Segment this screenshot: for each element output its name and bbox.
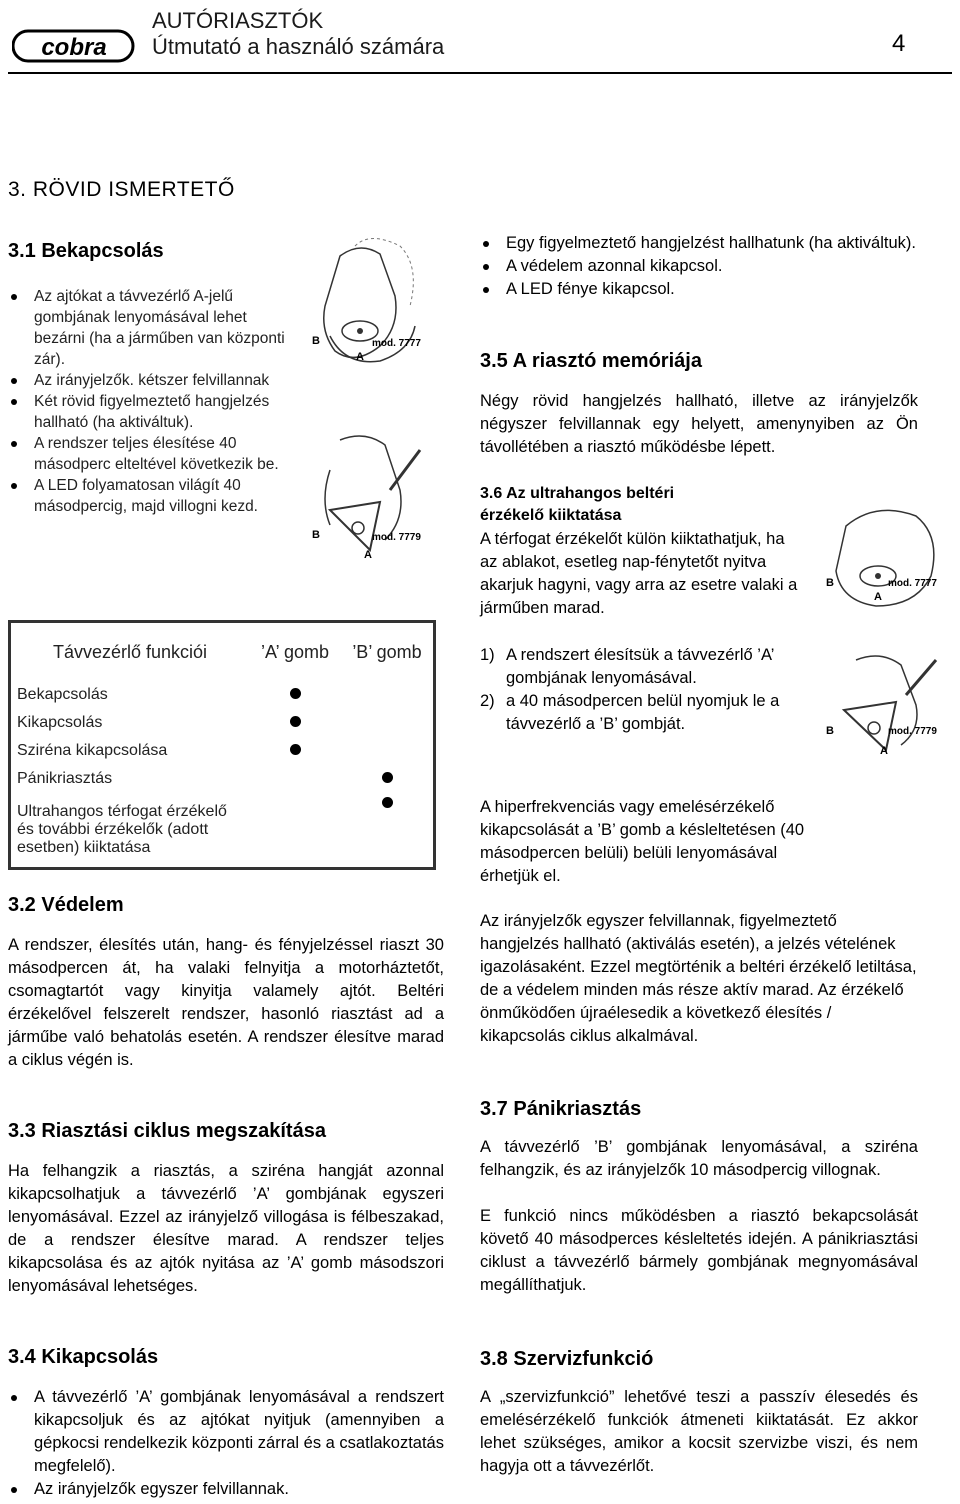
paragraph-3-5: Négy rövid hangjelzés hallható, illetve az irányjelzők négyszer felvillannak egy helyett, amenynyiben az Ön távollétében a riasztó működésbe lépett.	[480, 392, 918, 456]
heading-3-6-line2: érzékelő kiiktatása	[480, 507, 622, 524]
cobra-logo	[12, 28, 136, 64]
list-item: A védelem azonnal kikapcsol.	[480, 255, 920, 278]
step-item	[480, 690, 780, 736]
list-item: Az ajtókat a távvezérlő A-jelű gombjának lenyomásával lehet bezárni (ha a járműben van központi zár).	[8, 286, 290, 370]
function-label: Sziréna kikapcsolása	[17, 742, 168, 759]
table-header-row	[10, 622, 435, 682]
remote-illustration-7779	[300, 430, 440, 580]
function-label: Kikapcsolás	[17, 714, 103, 731]
bullet-icon	[290, 744, 301, 755]
table-row	[10, 765, 435, 793]
step-number: 2)	[480, 692, 495, 710]
table-header-b: ’B’ gomb	[352, 641, 422, 662]
steps-3-6	[480, 644, 780, 736]
step-item	[480, 644, 780, 690]
heading-3-6-line1: 3.6 Az ultrahangos beltéri	[480, 485, 675, 502]
function-mark-b	[341, 709, 435, 737]
list-3-1	[8, 286, 290, 517]
logo-text: cobra	[41, 34, 107, 61]
bullet-icon	[290, 716, 301, 727]
list-item: A rendszer teljes élesítése 40 másodperc elteltével következik be.	[8, 433, 290, 475]
btn-a-label: A	[880, 745, 888, 757]
function-label: Pánikriasztás	[17, 770, 113, 787]
table-body	[10, 681, 435, 869]
function-mark-a	[249, 681, 341, 709]
function-mark-b	[341, 681, 435, 709]
list-item: Egy figyelmeztető hangjelzést hallhatunk (ha aktiváltuk).	[480, 232, 920, 255]
functions-table	[8, 620, 436, 870]
paragraph-3-7-b: E funkció nincs működésben a riasztó bekapcsolását követő 40 másodperces késleltetés idején. A pánikriasztási ciklust a távvezérlő bármely gombjának megnyomásával megállíthatjuk.	[480, 1207, 918, 1294]
model-label: mod. 7777	[888, 578, 937, 589]
step-number: 1)	[480, 646, 495, 664]
paragraph-3-3: Ha felhangzik a riasztás, a sziréna hangját azonnal kikapcsolhatjuk a távvezérlő ’A’ gombjának egyszeri lenyomásával. Ezzel az irányjelző villogása is félbeszakad, de a rendszer élesítve marad. A rendszer teljes kikapcsolása és az ajtók nyitása az ’A’ gomb másodszori lenyomásával lehetséges.	[8, 1162, 444, 1295]
paragraph-3-2: A rendszer, élesítés után, hang- és fényjelzéssel riaszt 30 másodpercen át, ha valaki felnyitja a motorháztetőt, csomagtartót vagy kinyitja valamely ajtót. Beltéri érzékelővel felszerelt rendszer, hasonló riasztást ad a járműbe való behatolás esetén. A rendszer élesítve marad a ciklus végén is.	[8, 936, 444, 1069]
step-text: A rendszert élesítsük a távvezérlő ’A’ gombjának lenyomásával.	[506, 646, 774, 687]
heading-3-4: 3.4 Kikapcsolás	[8, 1346, 159, 1368]
header-title	[152, 8, 444, 60]
function-mark-a	[249, 737, 341, 765]
paragraph-3-7-a: A távvezérlő ’B’ gombjának lenyomásával, a sziréna felhangzik, és az irányjelzők 10 másodpercig villognak.	[480, 1138, 918, 1179]
remote-illustration-7777	[300, 236, 440, 386]
heading-3-6	[480, 483, 674, 527]
function-mark-a	[249, 793, 341, 869]
list-item: Két rövid figyelmeztető hangjelzés hallható (ha aktiváltuk).	[8, 391, 290, 433]
bullet-icon	[382, 797, 393, 808]
function-label: Bekapcsolás	[17, 686, 108, 703]
heading-3-5: 3.5 A riasztó memóriája	[480, 350, 702, 372]
function-mark-b	[341, 737, 435, 765]
heading-3-2: 3.2 Védelem	[8, 894, 124, 916]
btn-b-label: B	[826, 577, 834, 589]
table-row	[10, 681, 435, 709]
paragraph-3-8: A „szervizfunkció” lehetővé teszi a passzív élesedés és emelésérzékelő funkciók átmeneti kiiktatását. Ez akkor lehet szükséges, amikor a kocsit szervizbe viszi, és nem hagyja ott a távvezérlőt.	[480, 1388, 918, 1475]
section-title: 3. RÖVID ISMERTETŐ	[8, 178, 235, 201]
btn-b-label: B	[312, 529, 320, 541]
table-row	[10, 793, 435, 869]
header-divider	[8, 72, 952, 74]
heading-3-1: 3.1 Bekapcsolás	[8, 240, 164, 262]
model-label: mod. 7777	[372, 338, 421, 349]
step-text: a 40 másodpercen belül nyomjuk le a távvezérlő a ’B’ gombját.	[506, 692, 780, 733]
btn-b-label: B	[826, 725, 834, 737]
bullet-icon	[290, 688, 301, 699]
list-item: A LED folyamatosan világít 40 másodpercig, majd villogni kezd.	[8, 475, 290, 517]
table-header-a: ’A’ gomb	[260, 641, 330, 662]
function-mark-a	[249, 709, 341, 737]
btn-a-label: A	[874, 591, 882, 603]
list-item: Az irányjelzők. kétszer felvillannak	[8, 370, 290, 391]
heading-3-3: 3.3 Riasztási ciklus megszakítása	[8, 1120, 326, 1142]
btn-a-label: A	[364, 549, 372, 561]
remote-illustration-7779-right	[816, 650, 956, 760]
heading-3-8: 3.8 Szervizfunkció	[480, 1348, 654, 1370]
table-row	[10, 737, 435, 765]
heading-3-7: 3.7 Pánikriasztás	[480, 1098, 642, 1120]
list-item: Az irányjelzők egyszer felvillannak.	[8, 1478, 444, 1501]
function-mark-b	[341, 765, 435, 793]
list-3-4	[8, 1386, 444, 1501]
function-label: Ultrahangos térfogat érzékelő és további érzékelők (adott esetben) kiiktatása	[17, 803, 227, 856]
header-line1: AUTÓRIASZTÓK	[152, 8, 324, 33]
page-number: 4	[892, 30, 906, 57]
list-item: A LED fénye kikapcsol.	[480, 278, 920, 301]
bullet-icon	[382, 772, 393, 783]
btn-b-label: B	[312, 335, 320, 347]
table-header-title: Távvezérlő funkciói	[52, 641, 208, 662]
model-label: mod. 7779	[372, 532, 421, 543]
btn-a-label: A	[356, 351, 364, 363]
paragraph-3-6-b: Az irányjelzők egyszer felvillannak, figyelmeztető hangjelzés hallható (aktiválás esetén), a jelzés vételének igazolásaként. Ezzel megtörténik a beltéri érzékelő letiltása, de a védelem minden más része aktív marad. Az érzékelő önműködően újraélesedik a következő élesítés / kikapcsolás ciklus alkalmával.	[480, 912, 917, 1045]
paragraph-3-6-a: A hiperfrekvenciás vagy emelésérzékelő kikapcsolását a ’B’ gomb a késleltetésen (40 másodpercen belüli) belüli lenyomásával érhetjük el.	[480, 798, 805, 885]
header-line2: Útmutató a használó számára	[152, 34, 445, 59]
function-mark-a	[249, 765, 341, 793]
list-right-top	[480, 232, 920, 301]
paragraph-3-6-intro: A térfogat érzékelőt külön kiiktathatjuk, ha az ablakot, esetleg nap-fénytetőt nyitva akarjuk hagyni, vagy arra az esetre valaki a járműben marad.	[480, 530, 798, 617]
function-mark-b	[341, 793, 435, 869]
table-row	[10, 709, 435, 737]
list-item: A távvezérlő ’A’ gombjának lenyomásával a rendszert kikapcsoljuk és az ajtókat nyitjuk (amennyiben a gépkocsi rendelkezik központi zárral és a csatlakoztatás megfelelő).	[8, 1386, 444, 1478]
model-label: mod. 7779	[888, 726, 937, 737]
remote-illustration-7777-right	[816, 506, 956, 616]
